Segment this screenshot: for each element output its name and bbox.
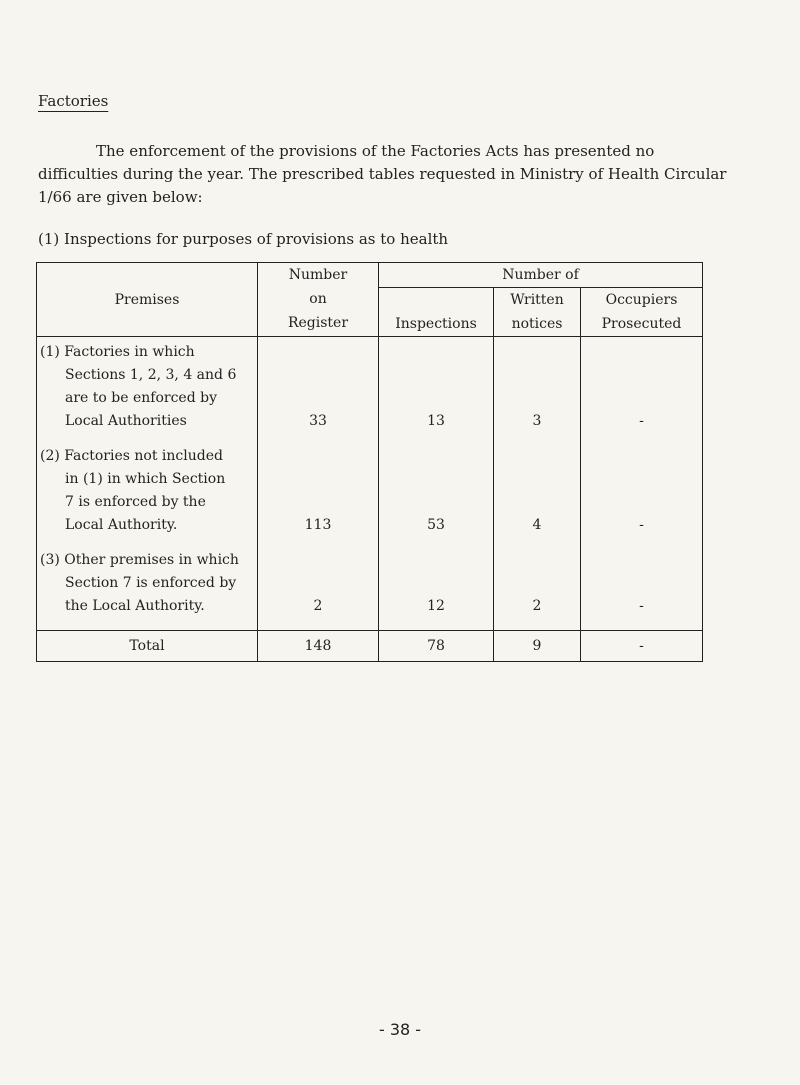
register-cell: 113 [258, 441, 379, 537]
table-row [37, 545, 703, 631]
table-row [37, 337, 703, 434]
header-inspections: Inspections [379, 288, 494, 337]
header-register-line3: Register [287, 315, 349, 331]
inspections-table [36, 262, 703, 662]
total-register: 148 [258, 631, 379, 662]
intro-text: The enforcement of the provisions of the Factories Acts has presented no difficulties during the year. The prescribed tables requested in Ministry of Health Circular 1/66 are given below: [38, 142, 727, 206]
premises-line: 7 is enforced by the [65, 494, 206, 510]
premises-line: Local Authority. [65, 517, 178, 533]
header-occupiers-line1: Occupiers [605, 292, 678, 308]
header-number-of: Number of [379, 263, 703, 288]
inspections-cell: 53 [379, 441, 494, 537]
header-occupiers-prosecuted [581, 288, 703, 337]
premises-line: in (1) in which Section [65, 471, 226, 487]
intro-paragraph [38, 140, 728, 209]
table-row [37, 441, 703, 537]
premises-line: the Local Authority. [65, 598, 205, 614]
prosecuted-cell: - [581, 441, 703, 537]
register-cell: 2 [258, 545, 379, 631]
header-occupiers-line2: Prosecuted [601, 316, 682, 332]
premises-line: (3) Other premises in which [40, 552, 239, 568]
header-register-line1: Number [288, 267, 348, 283]
premises-line: Local Authorities [65, 413, 187, 429]
header-written-notices [494, 288, 581, 337]
premises-line: (2) Factories not included [40, 448, 223, 464]
page-heading: Factories [38, 92, 109, 110]
page-number: - 38 - [378, 1020, 422, 1039]
written-notices-cell: 4 [494, 441, 581, 537]
premises-cell [37, 337, 258, 434]
total-prosecuted: - [581, 631, 703, 662]
section-title: (1) Inspections for purposes of provisions as to health [38, 230, 449, 248]
register-cell: 33 [258, 337, 379, 434]
prosecuted-cell: - [581, 337, 703, 434]
total-inspections: 78 [379, 631, 494, 662]
header-number-on-register [258, 263, 379, 337]
header-written-line1: Written [510, 292, 564, 308]
premises-line: Section 7 is enforced by [65, 575, 237, 591]
premises-line: Sections 1, 2, 3, 4 and 6 [65, 367, 237, 383]
prosecuted-cell: - [581, 545, 703, 631]
premises-cell [37, 545, 258, 631]
total-label: Total [37, 631, 258, 662]
inspections-cell: 13 [379, 337, 494, 434]
total-written-notices: 9 [494, 631, 581, 662]
premises-line: are to be enforced by [65, 390, 217, 406]
header-register-line2: on [309, 291, 327, 307]
total-row [37, 631, 703, 662]
written-notices-cell: 2 [494, 545, 581, 631]
header-written-line2: notices [511, 316, 563, 332]
premises-cell [37, 441, 258, 537]
premises-line: (1) Factories in which [40, 344, 195, 360]
written-notices-cell: 3 [494, 337, 581, 434]
inspections-cell: 12 [379, 545, 494, 631]
header-premises: Premises [37, 263, 258, 337]
